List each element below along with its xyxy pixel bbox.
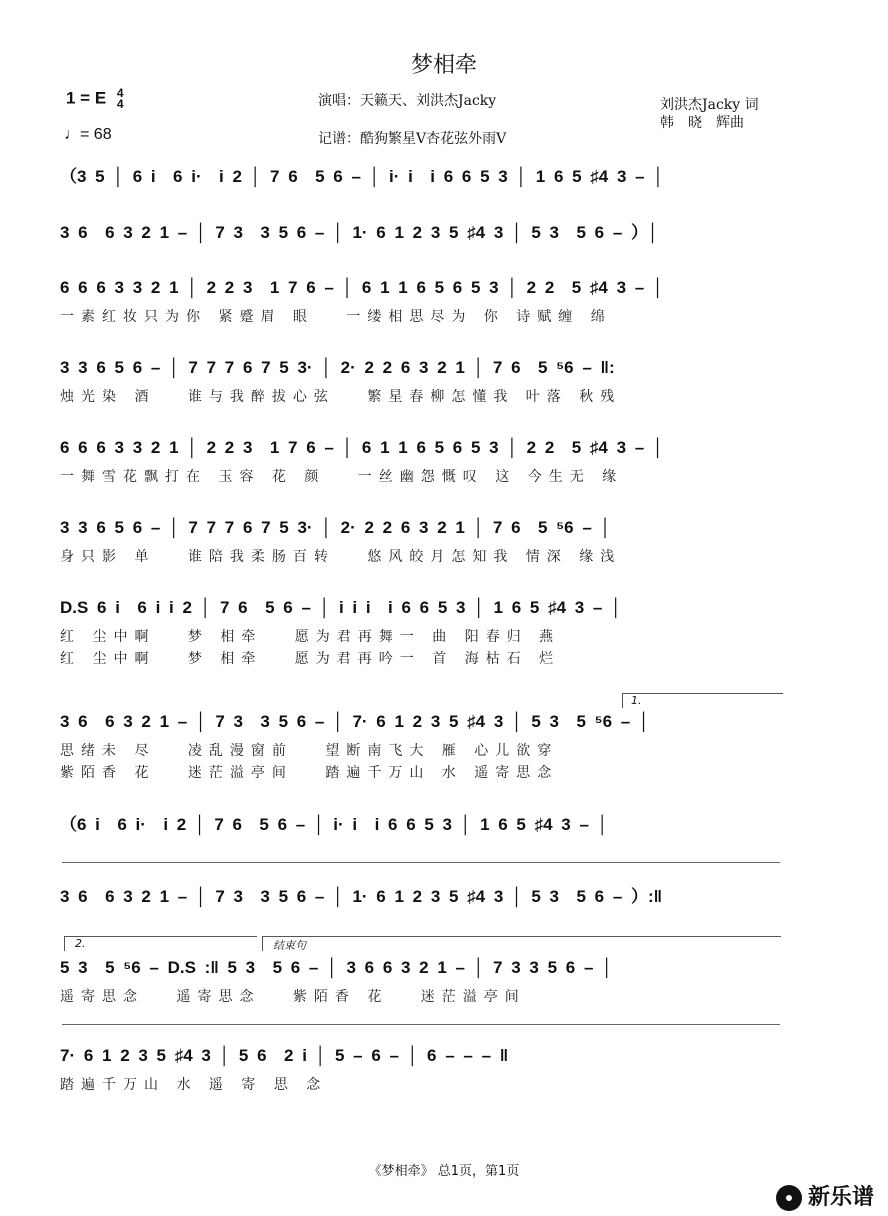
- notation-line: 3 6 6 3 2 1 – │ 7 3 3 5 6 – │ 1· 6 1 2 3 5 ♯4 3 │ 5 3 5 6 – ）│: [60, 223, 659, 242]
- notation-line: 3 6 6 3 2 1 – │ 7 3 3 5 6 – │ 7· 6 1 2 3 5 ♯4 3 │ 5 3 5 ⁵6 – │: [60, 712, 650, 731]
- vinyl-disc-icon: [776, 1185, 802, 1211]
- notation-line: （3 5 │ 6 i 6 i· i 2 │ 7 6 5 6 – │ i· i i 6 6 5 3 │ 1 6 5 ♯4 3 – │: [60, 167, 664, 186]
- composer: 韩 晓 辉曲: [660, 115, 744, 131]
- logo-text: 新乐谱: [807, 1185, 874, 1210]
- transcriber: 记谱：酷狗繁星V杏花弦外雨V: [318, 131, 507, 147]
- lyric-line: 一舞雪花飘打在 玉容 花 颜 一丝幽怨慨叹 这 今生无 缘: [60, 469, 624, 485]
- notation-line: 5 3 5 ⁵6 – D.S :‖ 5 3 5 6 – │ 3 6 6 3 2 1 – │ 7 3 3 5 6 – │: [60, 958, 613, 977]
- singers: 演唱：天籁天、刘洪杰Jacky: [318, 93, 497, 109]
- score-system: [60, 712, 788, 784]
- volta-1-label: 1.: [631, 694, 642, 707]
- lyric-line: 踏遍千万山 水 遥 寄 思 念: [60, 1077, 328, 1093]
- time-sig-bottom: 4: [116, 97, 124, 111]
- score-system: [60, 358, 788, 408]
- score-system: [60, 598, 788, 670]
- notation-line: 3 3 6 5 6 – │ 7 7 7 6 7 5 3· │ 2· 2 2 6 3 2 1 │ 7 6 5 ⁵6 – ‖:: [60, 358, 615, 377]
- notation-line: D.S 6 i 6 i i 2 │ 7 6 5 6 – │ i i i i 6 6 5 3 │ 1 6 5 ♯4 3 – │: [60, 598, 622, 617]
- site-logo: [776, 1180, 874, 1211]
- time-signature: [117, 88, 124, 110]
- lyric-line: 紫陌香 花 迷茫溢亭间 踏遍千万山 水 遥寄思念: [60, 765, 559, 781]
- volta-2-bracket: [64, 936, 257, 951]
- notation-line: （6 i 6 i· i 2 │ 7 6 5 6 – │ i· i i 6 6 5 3 │ 1 6 5 ♯4 3 – │: [60, 815, 609, 834]
- score-system: [60, 958, 788, 1008]
- key-label: 1 = E: [66, 88, 107, 108]
- lyric-line: 一素红妆只为你 紧蹙眉 眼 一缕相思尽为 你 诗赋缠 绵: [60, 309, 612, 325]
- time-sig-top: 4: [116, 86, 124, 100]
- score-system: [60, 162, 788, 188]
- key-signature: [66, 88, 124, 110]
- notation-line: 3 3 6 5 6 – │ 7 7 7 6 7 5 3· │ 2· 2 2 6 3 2 1 │ 7 6 5 ⁵6 – │: [60, 518, 612, 537]
- notation-line: 7· 6 1 2 3 5 ♯4 3 │ 5 6 2 i │ 5 – 6 – │ 6 – – – ‖: [60, 1046, 509, 1065]
- volta-2-label: 2.: [75, 937, 86, 950]
- volta-1-bracket: [622, 693, 783, 708]
- lyric-line: 红 尘中啊 梦 相牵 愿为君再舞一 曲 阳春归 燕: [60, 629, 561, 645]
- ending-bracket: [262, 936, 781, 951]
- repeat-divider-line: [62, 862, 780, 863]
- ending-divider-line: [62, 1024, 780, 1025]
- ending-label: 结束句: [273, 939, 306, 952]
- lyric-line: 烛光染 酒 谁与我醉拔心弦 繁星春柳怎懂我 叶落 秋残: [60, 389, 622, 405]
- score-system: [60, 810, 788, 836]
- tempo: ♩= 68: [64, 126, 112, 143]
- score-system: [60, 882, 788, 908]
- score-system: [60, 278, 788, 328]
- song-title: 梦相牵: [410, 53, 477, 78]
- score-system: [60, 518, 788, 568]
- score-system: [60, 1046, 788, 1096]
- score-system: [60, 438, 788, 488]
- page-footer: 《梦相牵》 总1页，第1页: [368, 1164, 520, 1179]
- lyric-line: 遥寄思念 遥寄思念 紫陌香 花 迷茫溢亭间: [60, 989, 526, 1005]
- lyric-line: 红 尘中啊 梦 相牵 愿为君再吟一 首 海枯石 烂: [60, 651, 561, 667]
- lyric-line: 身只影 单 谁陪我柔肠百转 悠风皎月怎知我 情深 缘浅: [60, 549, 622, 565]
- notation-line: 6 6 6 3 3 2 1 │ 2 2 3 1 7 6 – │ 6 1 1 6 5 6 5 3 │ 2 2 5 ♯4 3 – │: [60, 438, 664, 457]
- notation-line: 6 6 6 3 3 2 1 │ 2 2 3 1 7 6 – │ 6 1 1 6 5 6 5 3 │ 2 2 5 ♯4 3 – │: [60, 278, 664, 297]
- lyricist: 刘洪杰Jacky 词: [660, 97, 759, 113]
- score-system: [60, 218, 788, 244]
- notation-line: 3 6 6 3 2 1 – │ 7 3 3 5 6 – │ 1· 6 1 2 3 5 ♯4 3 │ 5 3 5 6 – ）:‖: [60, 887, 663, 906]
- lyric-line: 思绪未 尽 凌乱漫窗前 望断南飞大 雁 心儿欲穿: [60, 743, 559, 759]
